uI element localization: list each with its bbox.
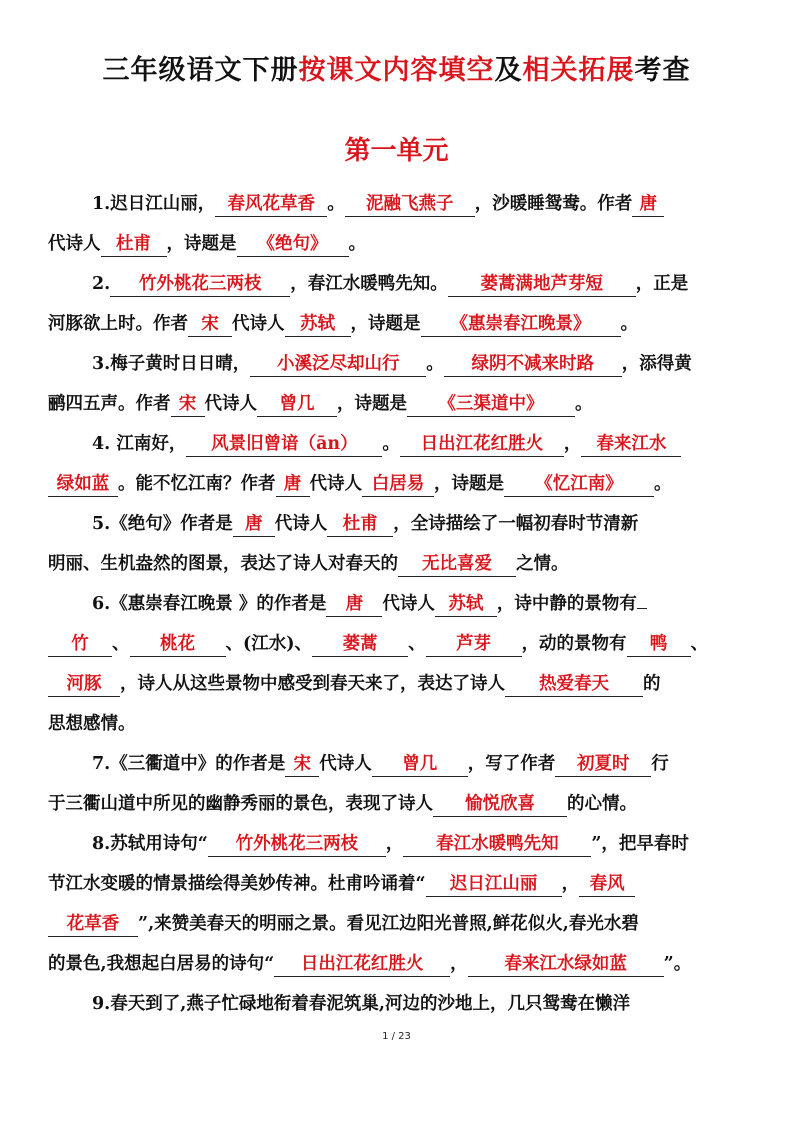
- text-line: [48, 384, 748, 424]
- answer-blank: 春来江水: [581, 432, 681, 457]
- text-line: [48, 424, 748, 464]
- answer-blank: 绿阴不减来时路: [444, 352, 622, 377]
- question-text: ”。: [663, 954, 692, 974]
- question-text: ”，把早春时: [591, 834, 689, 854]
- answer-blank: 日出江花红胜火: [274, 952, 450, 977]
- text-line: [48, 824, 748, 864]
- answer-blank: 蒌蒿满地芦芽短: [448, 272, 636, 297]
- text-line: [48, 544, 748, 584]
- question-text: ”,来赞美春天的明丽之景。看见江边阳光普照,鲜花似火,春光水碧: [138, 914, 639, 934]
- answer-blank: 唐: [233, 512, 275, 537]
- question-text: ，正是: [635, 274, 689, 294]
- text-line: [48, 624, 748, 664]
- title-part-plain: 及: [494, 55, 523, 86]
- text-line: [48, 784, 748, 824]
- answer-blank: 愉悦欣喜: [433, 792, 567, 817]
- text-line: [48, 184, 748, 224]
- text-line: [48, 224, 748, 264]
- question-text: 代诗人: [309, 474, 362, 494]
- question-text: 。: [327, 194, 345, 214]
- question-text: 。: [654, 474, 672, 494]
- title-part-plain: 三年级语文下册: [102, 55, 299, 86]
- answer-blank: 芦芽: [426, 632, 522, 657]
- text-line: [48, 704, 748, 744]
- question-text: 9.春天到了,燕子忙碌地衔着春泥筑巢,河边的沙地上，几只鸳鸯在懒洋: [92, 994, 630, 1014]
- question-text: ，诗题是: [166, 234, 237, 254]
- answer-blank: 蒌蒿: [312, 632, 408, 657]
- answer-blank: 热爱春天: [505, 672, 643, 697]
- answer-blank: [637, 608, 647, 609]
- question-text: 河豚欲上时。作者: [48, 314, 188, 334]
- answer-blank: 苏轼: [285, 312, 351, 337]
- question-text: 代诗人: [382, 594, 435, 614]
- question-text: 、(江水)、: [225, 634, 313, 654]
- text-line: [48, 904, 748, 944]
- answer-blank: 《惠崇春江晚景》: [421, 312, 621, 337]
- question-text: 6.《惠崇春江晚景 》的作者是: [92, 594, 327, 614]
- answer-blank: 河豚: [48, 672, 120, 697]
- question-text: ，: [450, 954, 468, 974]
- question-text: 代诗人: [232, 314, 285, 334]
- question-text: 、: [112, 634, 130, 654]
- question-text: 代诗人: [319, 754, 372, 774]
- question-text: 3.梅子黄时日日晴，: [92, 354, 251, 374]
- answer-blank: 春风: [579, 872, 635, 897]
- answer-blank: 白居易: [362, 472, 434, 497]
- question-text: 代诗人: [204, 394, 257, 414]
- text-line: [48, 504, 748, 544]
- answer-blank: 《绝句》: [237, 232, 349, 257]
- answer-blank: 曾几: [372, 752, 468, 777]
- answer-blank: 宋: [285, 752, 319, 777]
- question-text: 。: [620, 314, 638, 334]
- answer-blank: 唐: [632, 192, 664, 217]
- question-text: ，沙暖睡鸳鸯。作者: [474, 194, 633, 214]
- question-text: ，全诗描绘了一幅初春时节清新: [393, 514, 639, 534]
- question-text: 、: [690, 634, 709, 654]
- answer-blank: 桃花: [130, 632, 226, 657]
- question-text: ，诗中静的景物有: [496, 594, 637, 614]
- question-text: 代诗人: [48, 234, 101, 254]
- answer-blank: 竹外桃花三两枝: [208, 832, 386, 857]
- question-text: ，诗人从这些景物中感受到春天来了，表达了诗人: [120, 674, 505, 694]
- answer-blank: 绿如蓝: [48, 472, 118, 497]
- question-text: 行: [651, 754, 669, 774]
- question-text: 7.《三衢道中》的作者是: [92, 754, 286, 774]
- exercise-body: [48, 184, 748, 1024]
- question-text: 的: [643, 674, 661, 694]
- question-text: 。: [426, 354, 444, 374]
- text-line: [48, 264, 748, 304]
- question-text: 8.苏轼用诗句“: [92, 834, 208, 854]
- text-line: [48, 944, 748, 984]
- title-part-highlight: 相关拓展: [522, 55, 635, 86]
- question-text: 明丽、生机盎然的图景，表达了诗人对春天的: [48, 554, 398, 574]
- answer-blank: 无比喜爱: [398, 552, 516, 577]
- title-part-plain: 考查: [634, 55, 691, 86]
- question-text: 4. 江南好，: [92, 434, 187, 454]
- page-number: 1 / 23: [382, 1031, 411, 1042]
- text-line: [48, 984, 748, 1024]
- question-text: ，诗题是: [350, 314, 421, 334]
- question-text: ，写了作者: [467, 754, 556, 774]
- answer-blank: 《忆江南》: [504, 472, 654, 497]
- answer-blank: 苏轼: [435, 592, 497, 617]
- answer-blank: 唐: [326, 592, 382, 617]
- question-text: 2.: [92, 274, 111, 294]
- answer-blank: 竹: [48, 632, 112, 657]
- question-text: 。: [382, 434, 400, 454]
- question-text: ，: [561, 874, 580, 894]
- question-text: 5.《绝句》作者是: [92, 514, 233, 534]
- answer-blank: 花草香: [48, 912, 138, 937]
- page-title: [0, 48, 793, 87]
- question-text: ，: [385, 834, 404, 854]
- answer-blank: 春来江水绿如蓝: [468, 952, 664, 977]
- question-text: ，春江水暖鸭先知。: [290, 274, 448, 294]
- answer-blank: 泥融飞燕子: [345, 192, 475, 217]
- question-text: 1.迟日江山丽，: [92, 194, 216, 214]
- question-text: 节江水变暖的情景描绘得美妙传神。杜甫吟诵着“: [48, 874, 426, 894]
- answer-blank: 春风花草香: [215, 192, 327, 217]
- question-text: 鹂四五声。作者: [48, 394, 171, 414]
- question-text: 于三衢山道中所见的幽静秀丽的景色，表现了诗人: [48, 794, 433, 814]
- answer-blank: 鸭: [627, 632, 691, 657]
- question-text: 之情。: [516, 554, 569, 574]
- answer-blank: 宋: [188, 312, 232, 337]
- text-line: [48, 304, 748, 344]
- question-text: ，: [563, 434, 582, 454]
- answer-blank: 风景旧曾谙（ān）: [186, 432, 382, 457]
- question-text: 。能不忆江南？作者: [118, 474, 276, 494]
- text-line: [48, 864, 748, 904]
- question-text: 的景色,我想起白居易的诗句“: [48, 954, 275, 974]
- question-text: ，添得黄: [621, 354, 692, 374]
- answer-blank: 春江水暖鸭先知: [403, 832, 591, 857]
- text-line: [48, 664, 748, 704]
- text-line: [48, 584, 748, 624]
- question-text: 、: [408, 634, 426, 654]
- answer-blank: 《三渠道中》: [407, 392, 575, 417]
- text-line: [48, 744, 748, 784]
- answer-blank: 宋: [171, 392, 205, 417]
- answer-blank: 竹外桃花三两枝: [110, 272, 290, 297]
- answer-blank: 初夏时: [555, 752, 651, 777]
- question-text: ，诗题是: [337, 394, 407, 414]
- text-line: [48, 344, 748, 384]
- text-line: [48, 464, 748, 504]
- title-part-highlight: 按课文内容填空: [298, 55, 495, 86]
- question-text: 。: [575, 394, 593, 414]
- answer-blank: 小溪泛尽却山行: [250, 352, 426, 377]
- question-text: 代诗人: [274, 514, 328, 534]
- answer-blank: 杜甫: [327, 512, 393, 537]
- answer-blank: 日出江花红胜火: [400, 432, 564, 457]
- answer-blank: 唐: [276, 472, 310, 497]
- question-text: 的心情。: [567, 794, 637, 814]
- answer-blank: 杜甫: [101, 232, 167, 257]
- question-text: 。: [348, 234, 366, 254]
- answer-blank: 曾几: [257, 392, 337, 417]
- question-text: 思想感情。: [48, 714, 136, 734]
- question-text: ，动的景物有: [521, 634, 627, 654]
- answer-blank: 迟日江山丽: [426, 872, 562, 897]
- question-text: ，诗题是: [434, 474, 504, 494]
- unit-heading: 第一单元: [344, 136, 449, 166]
